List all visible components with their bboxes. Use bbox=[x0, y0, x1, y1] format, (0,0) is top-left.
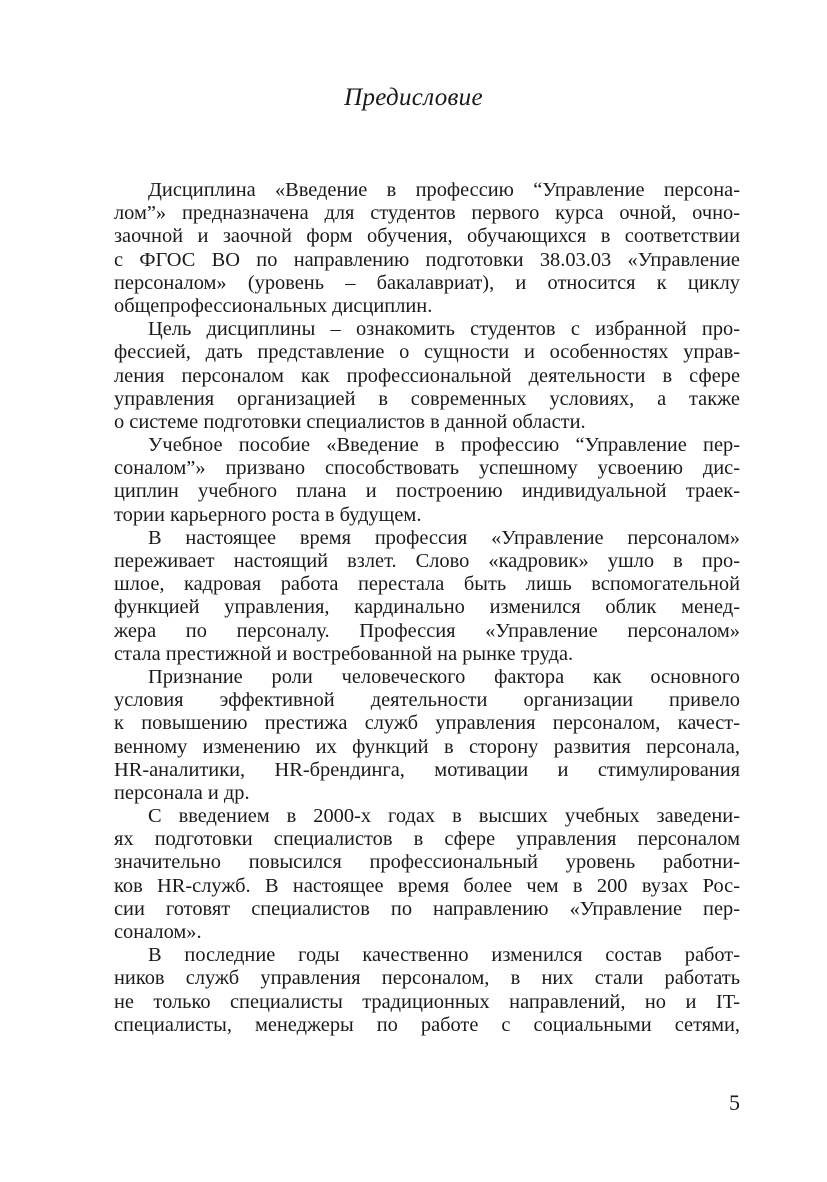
text-line: тории карьерного роста в будущем. bbox=[114, 503, 422, 526]
text-line: не только специалисты традиционных направлений, но и IT- bbox=[114, 990, 740, 1013]
text-line: соналом». bbox=[114, 921, 202, 943]
text-line: лом”» предназначена для студентов первого курса очной, очно- bbox=[114, 202, 740, 225]
text-line: специалисты, менеджеры по работе с социальными сетями, bbox=[114, 1013, 740, 1036]
text-line: заочной и заочной форм обучения, обучающихся в соответствии bbox=[114, 225, 740, 248]
text-line: ях подготовки специалистов в сфере управления персоналом bbox=[114, 828, 740, 851]
text-line: В настоящее время профессия «Управление персоналом» bbox=[148, 526, 740, 549]
text-line: условия эффективной деятельности организации привело bbox=[114, 689, 740, 712]
text-line: переживает настоящий взлет. Слово «кадровик» ушло в про- bbox=[114, 550, 740, 572]
paragraph bbox=[114, 944, 740, 1037]
text-line: ков HR-служб. В настоящее время более чем в 200 вузах Рос- bbox=[114, 874, 740, 897]
text-line: Дисциплина «Введение в профессию “Управление персона- bbox=[148, 179, 740, 201]
paragraph bbox=[114, 179, 740, 318]
section-heading: Предисловие bbox=[344, 84, 483, 111]
text-line: соналом”» призвано способствовать успешному усвоению дис- bbox=[114, 457, 740, 480]
text-line: В последние годы качественно изменился состав работ- bbox=[148, 944, 740, 967]
text-line: персонала и др. bbox=[114, 781, 250, 804]
text-line: стала престижной и востребованной на рынке труда. bbox=[114, 642, 574, 665]
text-line: С введением в 2000-х годах в высших учебных заведени- bbox=[148, 805, 740, 828]
text-line: жера по персоналу. Профессия «Управление персоналом» bbox=[114, 619, 740, 642]
text-line: Цель дисциплины – ознакомить студентов с избранной про- bbox=[148, 318, 740, 341]
page-number: 5 bbox=[729, 1090, 740, 1115]
text-line: Учебное пособие «Введение в профессию “Управление пер- bbox=[148, 434, 740, 457]
text-line: управления организацией в современных условиях, а также bbox=[114, 387, 740, 410]
paragraph bbox=[114, 318, 740, 434]
text-line: ников служб управления персоналом, в них стали работать bbox=[114, 967, 740, 990]
text-line: общепрофессиональных дисциплин. bbox=[114, 294, 433, 317]
paragraph bbox=[114, 527, 740, 666]
text-line: персоналом» (уровень – бакалавриат), и относится к циклу bbox=[114, 271, 740, 294]
text-line: шлое, кадровая работа перестала быть лишь вспомогательной bbox=[114, 573, 740, 596]
text-line: Признание роли человеческого фактора как основного bbox=[148, 665, 740, 688]
text-line: к повышению престижа служб управления персоналом, качест- bbox=[114, 712, 740, 735]
text-line: с ФГОС ВО по направлению подготовки 38.03.03 «Управление bbox=[114, 248, 740, 271]
text-line: HR-аналитики, HR-брендинга, мотивации и стимулирования bbox=[114, 758, 740, 781]
body-text bbox=[114, 179, 740, 1037]
text-line: функцией управления, кардинально изменился облик менед- bbox=[114, 596, 740, 619]
paragraph bbox=[114, 434, 740, 527]
text-line: значительно повысился профессиональный уровень работни- bbox=[114, 851, 740, 874]
text-line: о системе подготовки специалистов в данной области. bbox=[114, 410, 586, 433]
paragraph bbox=[114, 666, 740, 805]
text-line: циплин учебного плана и построению индивидуальной траек- bbox=[114, 480, 740, 503]
text-line: фессией, дать представление о сущности и особенностях управ- bbox=[114, 341, 740, 364]
paragraph bbox=[114, 805, 740, 944]
text-line: ления персоналом как профессиональной деятельности в сфере bbox=[114, 364, 740, 387]
text-line: сии готовят специалистов по направлению «Управление пер- bbox=[114, 897, 740, 920]
text-line: венному изменению их функций в сторону развития персонала, bbox=[114, 735, 740, 758]
